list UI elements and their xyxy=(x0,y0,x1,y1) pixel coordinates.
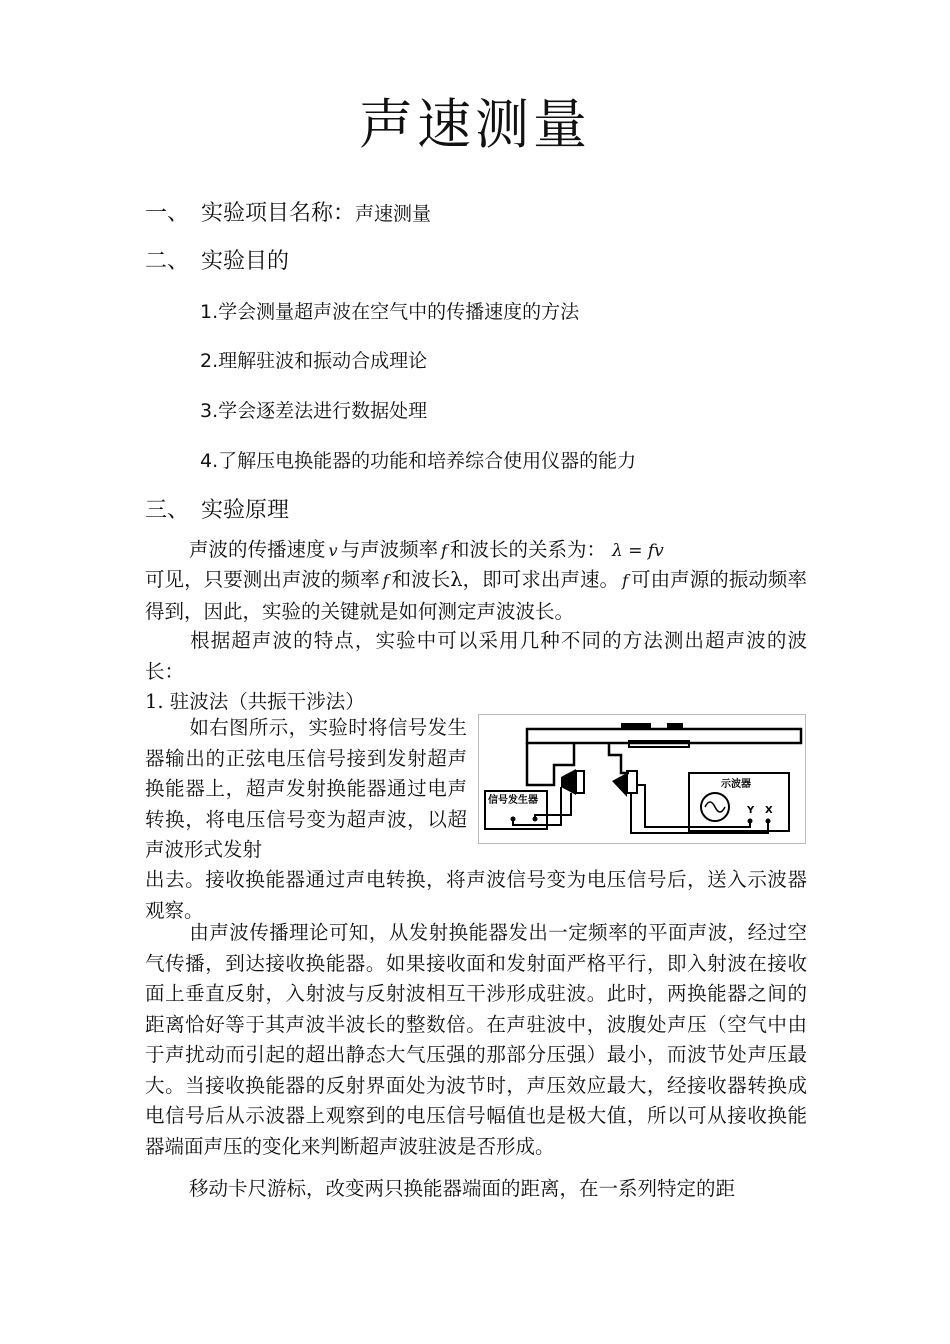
generator-label: 信号发生器 xyxy=(488,795,538,806)
section-3-number: 三、 xyxy=(145,498,190,523)
text-run: 可见，只要测出声波的频率 xyxy=(145,568,380,591)
objective-item: 3.学会逐差法进行数据处理 xyxy=(200,400,428,422)
section-3-label: 实验原理 xyxy=(201,498,290,523)
apparatus-diagram xyxy=(479,715,805,843)
variable-f: f xyxy=(382,571,389,590)
variable-v: v xyxy=(328,541,338,560)
principle-paragraph-5 xyxy=(145,1174,807,1205)
text-run: 和波长λ，即可求出声速。 xyxy=(391,568,620,591)
formula: λ = fv xyxy=(612,541,664,561)
scope-label: 示波器 xyxy=(721,779,751,790)
figure-wrap-paragraph-continued: 出去。接收换能器通过声电转换，将声波信号变为电压信号后，送入示波器观察。 xyxy=(145,868,807,922)
objective-item: 1.学会测量超声波在空气中的传播速度的方法 xyxy=(200,301,580,323)
objective-item: 4.了解压电换能器的功能和培养综合使用仪器的能力 xyxy=(200,450,637,472)
variable-f: f xyxy=(622,571,629,590)
section-2-number: 二、 xyxy=(145,249,190,274)
section-3-heading xyxy=(145,493,289,524)
text-run: 由声波传播理论可知，从发射换能器发出一定频率的平面声波，经过空气传播，到达接收换能器。如果接收面和发射面严格平行，即入射波在接收面上垂直反射，入射波与反射波相互干涉形成驻波。此时，两换能器之间的距离恰好等于其声波半波长的整数倍。在声驻波中，波腹处声压（空气中由于声扰动而引起的超出静态大气压强的那部分压强）最小，而波节处声压最大。当接收换能器的反射界面处为波节时，声压效应最大，经接收器转换成电信号后从示波器上观察到的电压信号幅值也是极大值，所以可从接收换能器端面声压的变化来判断超声波驻波是否形成。 xyxy=(145,921,807,1158)
text-run: 移动卡尺游标，改变两只换能器端面的距离，在一系列特定的距 xyxy=(189,1177,736,1200)
apparatus-figure xyxy=(478,714,806,844)
principle-paragraph-1 xyxy=(145,535,807,567)
text-run: 与声波频率 xyxy=(340,538,439,561)
objective-item: 2.理解驻波和振动合成理论 xyxy=(200,350,428,372)
section-1-number: 一、 xyxy=(145,201,190,226)
method-1-heading: 1. 驻波法（共振干涉法） xyxy=(145,690,365,713)
section-1-heading xyxy=(145,196,431,227)
section-2-heading xyxy=(145,244,289,275)
text-run: 声波的传播速度 xyxy=(189,538,326,561)
principle-paragraph-4 xyxy=(145,918,807,1162)
text-run: 可由声源的振动频率得到，因此，实验的关键就是如何测定声波波长。 xyxy=(145,568,807,623)
text-run: 根据超声波的特点，实验中可以采用几种不同的方法测出超声波的波长： xyxy=(145,629,807,683)
document-title: 声速测量 xyxy=(359,93,591,156)
scope-y-label: Y xyxy=(747,805,755,816)
section-1-value: 声速测量 xyxy=(355,203,432,225)
figure-wrap-paragraph xyxy=(145,713,467,866)
principle-paragraph-3 xyxy=(145,626,807,687)
section-1-label: 实验项目名称： xyxy=(201,201,356,226)
variable-f: f xyxy=(441,541,447,560)
scope-x-label: X xyxy=(765,805,773,816)
text-run: 如右图所示，实验时将信号发生器输出的正弦电压信号接到发射超声换能器上，超声发射换能器通过电声转换，将电压信号变为超声波，以超声波形式发射 xyxy=(145,716,467,861)
section-2-label: 实验目的 xyxy=(201,249,290,274)
principle-paragraph-2 xyxy=(145,565,807,627)
text-run: 和波长的关系为： xyxy=(450,538,607,561)
